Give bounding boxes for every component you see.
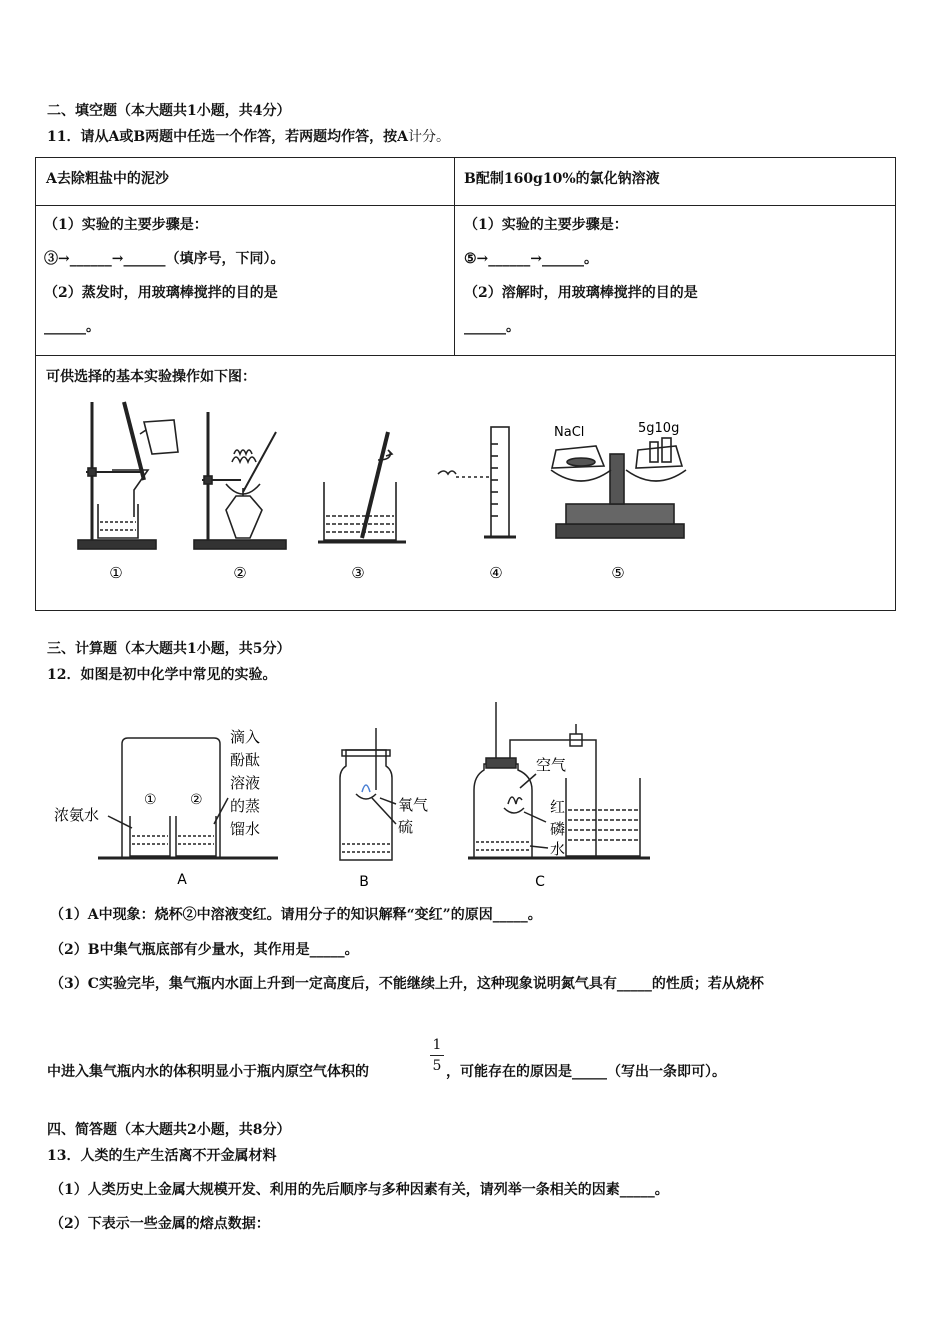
fig-a-right-label-4: 的蒸: [230, 797, 261, 815]
q12-part3-line2-post: ，可能存在的原因是_____（写出一条即可）。: [446, 1064, 726, 1080]
a-line1: （1）实验的主要步骤是：: [44, 217, 208, 233]
balance-apparatus: [551, 438, 686, 538]
b-line1: （1）实验的主要步骤是：: [464, 217, 628, 233]
fraction-denominator: 5: [432, 1058, 442, 1074]
fig-c-label-water: 水: [550, 840, 566, 858]
op-label-4: ④: [489, 564, 503, 582]
fig-a-right-label-1: 滴入: [230, 728, 261, 746]
fig-b-label-oxygen: 氧气: [398, 796, 429, 814]
fraction-numerator: 1: [432, 1037, 442, 1053]
balance-left-label: NaCl: [554, 425, 585, 440]
q13-prompt: 13．人类的生产生活离不开金属材料: [47, 1148, 277, 1164]
op-label-1: ①: [109, 564, 123, 582]
section4-heading: 四、简答题（本大题共2小题，共8分）: [47, 1122, 291, 1138]
lab-operations-figure: [36, 392, 896, 607]
b-line4: ______。: [464, 319, 520, 335]
q12-figure: [50, 698, 650, 893]
q13-part2: （2）下表示一些金属的熔点数据：: [50, 1216, 270, 1232]
q13-part1: （1）人类历史上金属大规模开发、利用的先后顺序与多种因素有关，请列举一条相关的因素_____。: [50, 1182, 669, 1198]
fig-a-caption: A: [177, 872, 187, 888]
fig-a-beaker-2: ②: [190, 792, 203, 808]
fig-a-right-label-2: 酚酞: [230, 751, 261, 769]
fig-b-label-sulfur: 硫: [398, 818, 414, 836]
b-line3: （2）溶解时，用玻璃棒搅拌的目的是: [464, 285, 698, 301]
fig-a-right-label-3: 溶液: [230, 774, 261, 792]
op-label-5: ⑤: [611, 564, 625, 582]
op-label-3: ③: [351, 564, 365, 582]
ops-caption: 可供选择的基本实验操作如下图：: [46, 369, 256, 385]
q12-part2: （2）B中集气瓶底部有少量水，其作用是_____。: [50, 942, 359, 958]
q12-part1: （1）A中现象：烧杯②中溶液变红。请用分子的知识解释“变红”的原因_____。: [50, 907, 542, 923]
b-line2: ⑤→______→______。: [464, 251, 599, 267]
fig-a-right-label-5: 馏水: [230, 820, 261, 838]
fig-c-label-phosphorus: 磷: [550, 820, 566, 838]
dissolving-apparatus: [318, 432, 406, 542]
filtration-apparatus: [78, 402, 178, 549]
fig-a-left-label: 浓氨水: [54, 806, 100, 824]
q11-prompt: [47, 128, 450, 146]
fig-b-apparatus: [340, 728, 396, 860]
a-line3: （2）蒸发时，用玻璃棒搅拌的目的是: [44, 285, 278, 301]
q12-prompt: 12．如图是初中化学中常见的实验。: [47, 667, 277, 683]
a-header: A去除粗盐中的泥沙: [46, 171, 169, 187]
section3-heading: 三、计算题（本大题共1小题，共5分）: [47, 641, 291, 657]
fig-c-caption: C: [535, 874, 545, 890]
q11-prompt-main: 11．请从A或B两题中任选一个作答，若两题均作答，按A: [47, 129, 409, 145]
fig-a-beaker-1: ①: [144, 792, 157, 808]
a-line4: ______。: [44, 319, 100, 335]
b-header: B配制160g10%的氯化钠溶液: [464, 171, 660, 187]
fig-c-label-red: 红: [550, 798, 566, 816]
fraction-one-fifth: [430, 1037, 444, 1074]
fig-c-label-air: 空气: [536, 756, 567, 774]
q11-table: [35, 157, 896, 611]
op-label-2: ②: [233, 564, 247, 582]
fig-b-caption: B: [359, 874, 369, 890]
q11-prompt-tail: 计分。: [408, 129, 451, 145]
q12-part3-line2-pre: 中进入集气瓶内水的体积明显小于瓶内原空气体积的: [47, 1064, 369, 1080]
balance-right-label: 5g10g: [638, 421, 680, 436]
evaporation-apparatus: [194, 412, 286, 549]
a-line2: ③→______→______（填序号，下同）。: [44, 251, 285, 267]
q12-part3-line1: （3）C实验完毕，集气瓶内水面上升到一定高度后，不能继续上升，这种现象说明氮气具有_____的性质；若从烧杯: [50, 976, 764, 992]
section2-heading: 二、填空题（本大题共1小题，共4分）: [47, 103, 291, 119]
measuring-cylinder: [438, 427, 516, 537]
